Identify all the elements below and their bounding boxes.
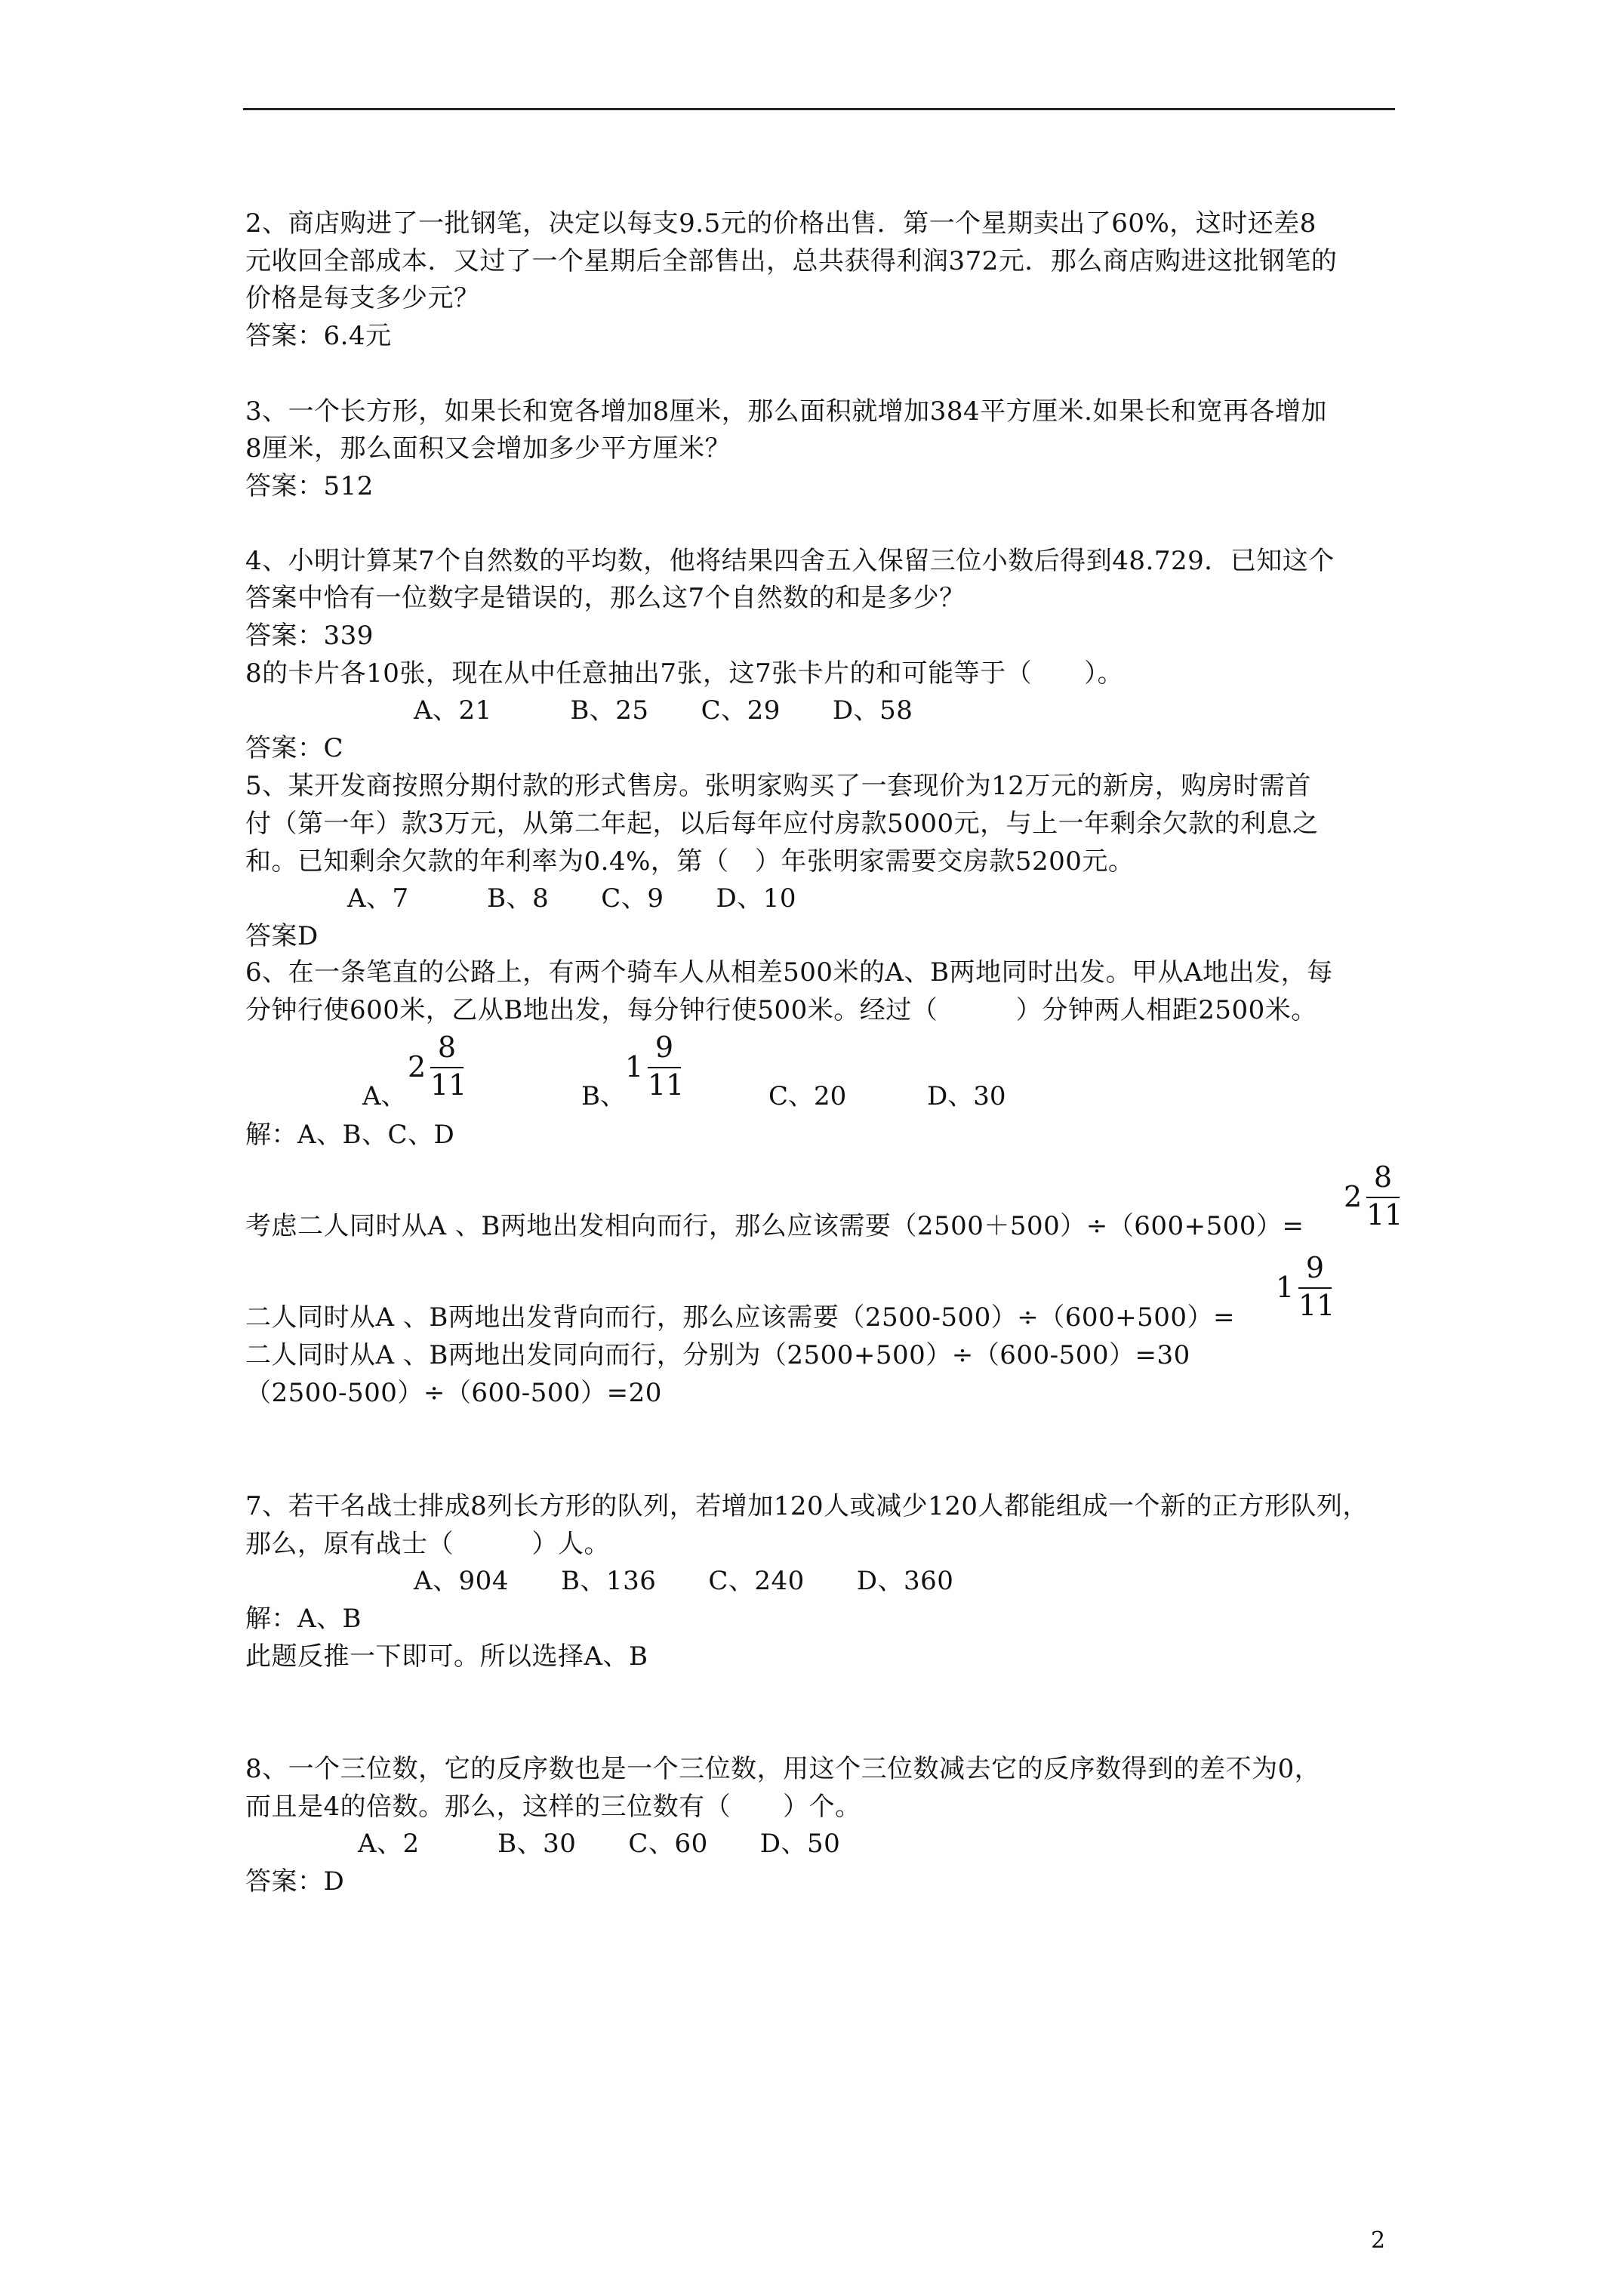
q4-answer: 答案：339 [245,621,374,651]
q8-line2: 而且是4的倍数。那么，这样的三位数有（ ）个。 [245,1792,861,1822]
q3-answer: 答案：512 [245,471,374,501]
fraction-whole: 2 [408,1050,427,1083]
cards-answer: 答案：C [245,733,344,763]
q7-line2: 那么，原有战士（ ）人。 [245,1529,610,1559]
fraction-numerator: 9 [654,1031,674,1064]
fraction-denominator: 11 [648,1068,685,1102]
fraction-denominator: 11 [1298,1289,1335,1322]
q8-answer: 答案：D [245,1866,345,1897]
q6-option-a-fraction [408,1033,468,1108]
q4-line1: 4、小明计算某7个自然数的平均数，他将结果四舍五入保留三位小数后得到48.729．已知这个 [245,546,1335,576]
q6-option-c: C、20 [768,1081,847,1111]
q7-line1: 7、若干名战士排成8列长方形的队列，若增加120人或减少120人都能组成一个新的正方形队列， [245,1491,1369,1521]
header-rule [243,108,1395,110]
fraction-numerator: 8 [1373,1160,1393,1194]
fraction-numerator: 9 [1305,1251,1325,1284]
q5-options: A、7 B、8 C、9 D、10 [347,883,796,914]
q3-line1: 3、一个长方形，如果长和宽各增加8厘米，那么面积就增加384平方厘米.如果长和宽再各增加 [245,396,1327,427]
q8-line1: 8、一个三位数，它的反序数也是一个三位数，用这个三位数减去它的反序数得到的差不为0， [245,1754,1321,1784]
q6-explanation-1: 考虑二人同时从A 、B两地出发相向而行，那么应该需要（2500＋500）÷（600+500）= [245,1211,1304,1241]
q6-option-a-label: A、 [362,1081,407,1111]
cards-line1: 8的卡片各10张，现在从中任意抽出7张，这7张卡片的和可能等于（ ）。 [245,658,1124,689]
q5-line1: 5、某开发商按照分期付款的形式售房。张明家购买了一套现价为12万元的新房，购房时需首 [245,771,1311,801]
q6-explanation-2-fraction [1276,1253,1336,1329]
q6-explanation-1-fraction [1344,1160,1404,1238]
q2-line2: 元收回全部成本．又过了一个星期后全部售出，总共获得利润372元．那么商店购进这批钢笔的 [245,246,1338,276]
q8-options: A、2 B、30 C、60 D、50 [358,1829,841,1859]
q6-line2: 分钟行使600米，乙从B地出发，每分钟行使500米。经过（ ）分钟两人相距2500米。 [245,995,1317,1025]
fraction-whole: 1 [1276,1271,1295,1304]
q6-solution: 解：A、B、C、D [245,1120,455,1150]
q7-solution: 解：A、B [245,1604,362,1634]
q6-option-b-fraction [625,1033,685,1108]
fraction-whole: 2 [1344,1180,1363,1213]
q5-answer: 答案D [245,921,319,951]
q6-explanation-2: 二人同时从A 、B两地出发背向而行，那么应该需要（2500-500）÷（600+500）= [245,1302,1236,1333]
q6-line1: 6、在一条笔直的公路上，有两个骑车人从相差500米的A、B两地同时出发。甲从A地出发，每 [245,957,1333,988]
fraction-denominator: 11 [430,1068,467,1102]
fraction-whole: 1 [625,1050,644,1083]
cards-options: A、21 B、25 C、29 D、58 [414,695,913,726]
fraction-denominator: 11 [1366,1198,1403,1231]
q6-explanation-4: （2500-500）÷（600-500）=20 [245,1378,662,1408]
q5-line3: 和。已知剩余欠款的年利率为0.4%，第（ ）年张明家需要交房款5200元。 [245,846,1135,877]
q4-line2: 答案中恰有一位数字是错误的，那么这7个自然数的和是多少？ [245,583,965,613]
q6-explanation-3: 二人同时从A 、B两地出发同向而行，分别为（2500+500）÷（600-500）=30 [245,1340,1190,1370]
q2-answer: 答案：6.4元 [245,321,392,351]
fraction-numerator: 8 [437,1031,457,1064]
q3-line2: 8厘米，那么面积又会增加多少平方厘米？ [245,433,731,464]
q7-options: A、904 B、136 C、240 D、360 [414,1566,954,1596]
q6-option-b-label: B、 [581,1081,626,1111]
q6-option-d: D、30 [927,1081,1006,1111]
page-number: 2 [1371,2227,1386,2254]
q2-line3: 价格是每支多少元？ [245,283,480,313]
q2-line1: 2、商店购进了一批钢笔，决定以每支9.5元的价格出售．第一个星期卖出了60%，这时还差8 [245,208,1317,239]
q7-explanation: 此题反推一下即可。所以选择A、B [245,1641,648,1672]
q5-line2: 付（第一年）款3万元，从第二年起，以后每年应付房款5000元，与上一年剩余欠款的利息之 [245,809,1319,839]
